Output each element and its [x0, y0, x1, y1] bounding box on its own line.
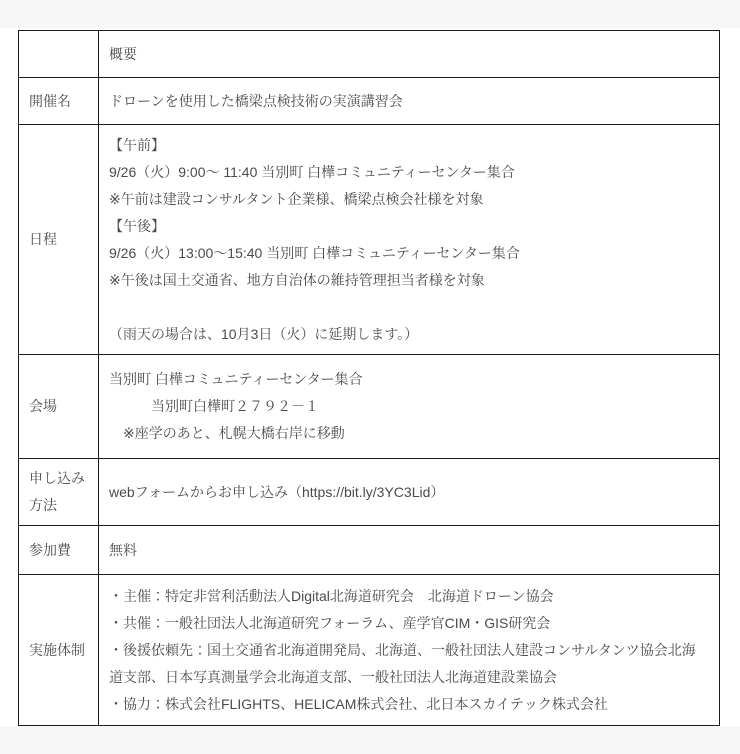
- cell-line: ※午前は建設コンサルタント企業様、橋梁点検会社様を対象: [109, 190, 484, 207]
- row-content: [99, 31, 720, 78]
- table-row: [19, 526, 720, 575]
- cell-line: （雨天の場合は、10月3日（火）に延期します。）: [109, 325, 419, 342]
- table-row: [19, 459, 720, 526]
- table-row: [19, 78, 720, 125]
- row-label: 会場: [19, 355, 99, 459]
- cell-line: ・協力：株式会社FLIGHTS、HELICAM株式会社、北日本スカイテック株式会社: [109, 695, 608, 712]
- row-content: [99, 125, 720, 355]
- cell-line: ※座学のあと、札幌大橋右岸に移動: [109, 425, 345, 441]
- cell-line: 【午前】: [109, 136, 165, 153]
- cell-line: 【午後】: [109, 217, 165, 234]
- row-content: [99, 575, 720, 726]
- cell-line: [109, 294, 709, 321]
- cell-line: ・共催：一般社団法人北海道研究フォーラム、産学官CIM・GIS研究会: [109, 614, 551, 631]
- top-margin-band: [0, 0, 740, 28]
- row-label: 参加費: [19, 526, 99, 575]
- cell-line: ・主催：特定非営利活動法人Digital北海道研究会 北海道ドローン協会: [109, 587, 554, 604]
- bottom-margin-band: [0, 726, 740, 754]
- cell-line: ドローンを使用した橋梁点検技術の実演講習会: [109, 92, 403, 109]
- table-row: [19, 575, 720, 726]
- row-content: [99, 459, 720, 526]
- row-label: [19, 31, 99, 78]
- table-row: [19, 355, 720, 459]
- cell-line: 当別町 白樺コミュニティーセンター集合: [109, 371, 363, 387]
- cell-line: 無料: [109, 541, 137, 558]
- cell-line: webフォームからお申し込み（https://bit.ly/3YC3Lid）: [109, 483, 445, 500]
- cell-line: 9/26（火）9:00～ 11:40 当別町 白樺コミュニティーセンター集合: [109, 163, 515, 180]
- cell-line: ※午後は国土交通省、地方自治体の維持管理担当者様を対象: [109, 271, 485, 288]
- cell-line: ・後援依頼先：国土交通省北海道開発局、北海道、一般社団法人建設コンサルタンツ協会北海道支部、日本写真測量学会北海道支部、一般社団法人北海道建設業協会: [109, 641, 696, 685]
- row-label: 日程: [19, 125, 99, 355]
- row-content: [99, 526, 720, 575]
- row-label: 実施体制: [19, 575, 99, 726]
- row-content: [99, 355, 720, 459]
- row-content: [99, 78, 720, 125]
- cell-line: 当別町白樺町２７９２－１: [109, 398, 319, 414]
- table-body: [19, 31, 720, 726]
- table-row: [19, 31, 720, 78]
- table-row: [19, 125, 720, 355]
- row-label: 申し込み方法: [19, 459, 99, 526]
- row-label: 開催名: [19, 78, 99, 125]
- cell-line: 9/26（火）13:00～15:40 当別町 白樺コミュニティーセンター集合: [109, 244, 520, 261]
- event-info-table: [18, 30, 720, 726]
- cell-line: 概要: [109, 45, 137, 62]
